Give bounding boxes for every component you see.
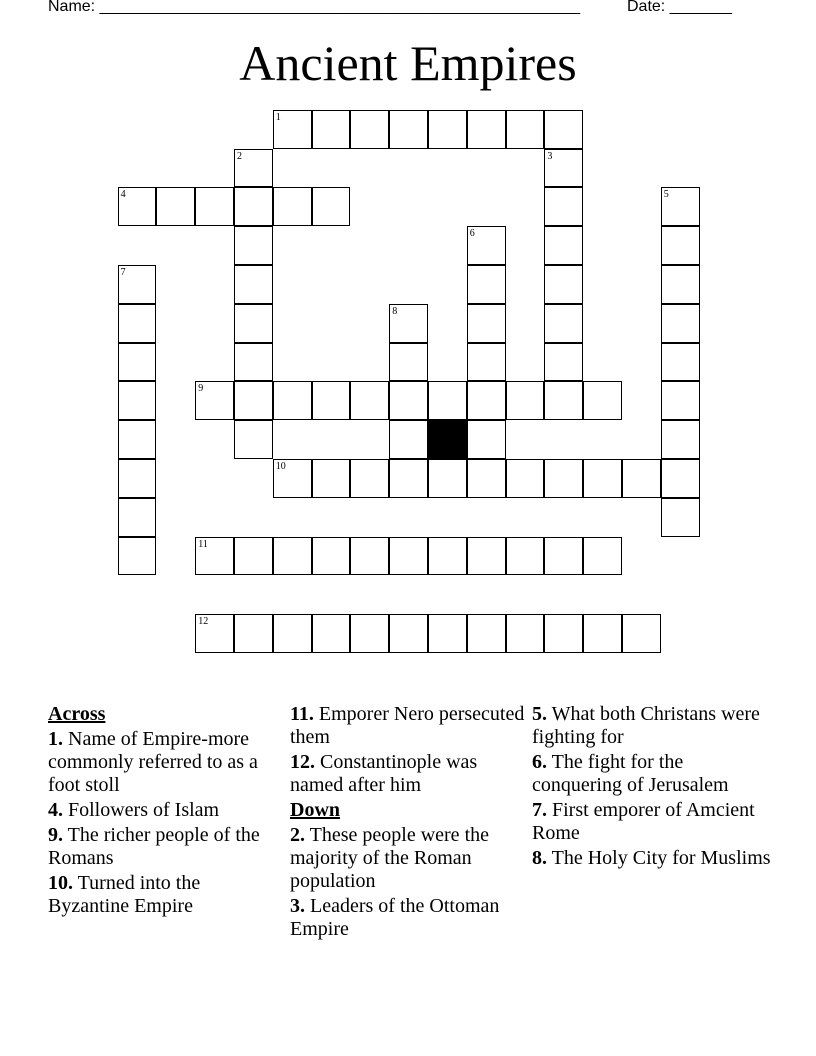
grid-cell[interactable] <box>234 343 273 382</box>
grid-cell[interactable] <box>118 498 157 537</box>
date-field: Date: _______ <box>627 0 732 15</box>
clues-column-3 <box>532 703 772 872</box>
grid-cell[interactable] <box>467 265 506 304</box>
clue-across-1: 1. Name of Empire-more commonly referred to as a foot stoll <box>48 728 258 796</box>
grid-cell[interactable] <box>156 187 195 226</box>
clue-number: 1 <box>275 111 281 123</box>
clue-across-4: 4. Followers of Islam <box>48 799 220 821</box>
grid-cell[interactable] <box>389 459 428 498</box>
grid-cell[interactable] <box>312 110 351 149</box>
grid-cell[interactable] <box>583 459 622 498</box>
grid-cell[interactable] <box>234 265 273 304</box>
clue-number: 10 <box>275 461 286 472</box>
grid-cell[interactable] <box>389 110 428 149</box>
clue-number: 2 <box>237 150 242 162</box>
grid-cell[interactable] <box>428 381 467 420</box>
grid-cell[interactable] <box>544 614 583 653</box>
grid-cell[interactable] <box>506 110 545 149</box>
clue-down-6: 6. The fight for the conquering of Jerusalem <box>532 751 729 796</box>
grid-cell[interactable] <box>544 537 583 576</box>
clue-down-7: 7. First emporer of Amcient Rome <box>532 799 755 844</box>
grid-cell[interactable] <box>389 420 428 459</box>
grid-cell[interactable] <box>428 459 467 498</box>
grid-cell[interactable] <box>467 420 506 459</box>
grid-cell[interactable] <box>312 187 351 226</box>
across-heading: Across <box>48 703 106 725</box>
grid-cell[interactable] <box>506 459 545 498</box>
grid-cell[interactable] <box>389 537 428 576</box>
grid-cell[interactable] <box>544 187 583 226</box>
name-field: Name: ______________________________________________________ <box>48 0 581 15</box>
grid-cell[interactable] <box>544 381 583 420</box>
grid-cell[interactable] <box>544 459 583 498</box>
grid-cell[interactable] <box>467 343 506 382</box>
clue-across-11: 11. Emporer Nero persecuted them <box>290 703 525 748</box>
grid-cell[interactable] <box>467 537 506 576</box>
grid-cell[interactable] <box>350 537 389 576</box>
clue-across-9: 9. The richer people of the Romans <box>48 824 260 869</box>
grid-cell[interactable] <box>273 614 312 653</box>
grid-cell[interactable] <box>389 381 428 420</box>
clue-down-3: 3. Leaders of the Ottoman Empire <box>290 895 500 940</box>
clue-across-10: 10. Turned into the Byzantine Empire <box>48 872 201 917</box>
grid-cell[interactable] <box>467 381 506 420</box>
clues-column-2 <box>290 703 526 943</box>
grid-cell[interactable] <box>622 459 661 498</box>
grid-cell[interactable] <box>234 381 273 420</box>
grid-cell[interactable] <box>118 537 157 576</box>
clue-down-2: 2. These people were the majority of the Roman population <box>290 824 489 892</box>
grid-cell[interactable] <box>661 381 700 420</box>
grid-cell[interactable] <box>118 343 157 382</box>
down-heading: Down <box>290 799 341 821</box>
clue-down-8: 8. The Holy City for Muslims <box>532 847 771 869</box>
grid-cell[interactable] <box>118 304 157 343</box>
grid-cell[interactable] <box>118 459 157 498</box>
grid-cell[interactable] <box>544 304 583 343</box>
grid-cell[interactable] <box>273 537 312 576</box>
blocked-cell <box>428 420 467 459</box>
grid-cell[interactable] <box>428 537 467 576</box>
grid-cell[interactable] <box>661 304 700 343</box>
grid-cell[interactable] <box>234 614 273 653</box>
grid-cell[interactable] <box>544 343 583 382</box>
grid-cell[interactable] <box>350 381 389 420</box>
grid-cell[interactable] <box>583 614 622 653</box>
grid-cell[interactable] <box>506 614 545 653</box>
grid-cell[interactable] <box>195 187 234 226</box>
clue-number: 5 <box>663 189 669 201</box>
grid-cell[interactable] <box>273 187 312 226</box>
grid-cell[interactable] <box>389 343 428 382</box>
grid-cell[interactable] <box>234 420 273 459</box>
grid-cell[interactable] <box>661 420 700 459</box>
grid-cell[interactable] <box>506 537 545 576</box>
grid-cell[interactable] <box>350 459 389 498</box>
clue-number: 9 <box>198 383 204 395</box>
grid-cell[interactable] <box>118 420 157 459</box>
grid-cell[interactable] <box>312 614 351 653</box>
grid-cell[interactable] <box>350 614 389 653</box>
clue-across-12: 12. Constantinople was named after him <box>290 751 478 796</box>
grid-cell[interactable] <box>234 537 273 576</box>
grid-cell[interactable] <box>544 265 583 304</box>
grid-cell[interactable] <box>544 110 583 149</box>
grid-cell[interactable] <box>428 614 467 653</box>
grid-cell[interactable] <box>234 187 273 226</box>
puzzle-title: Ancient Empires <box>239 35 577 91</box>
grid-cell[interactable] <box>467 459 506 498</box>
grid-cell[interactable] <box>583 381 622 420</box>
clue-number: 7 <box>120 267 126 278</box>
grid-cell[interactable] <box>467 614 506 653</box>
grid-cell[interactable] <box>389 614 428 653</box>
grid-cell[interactable] <box>312 537 351 576</box>
grid-cell[interactable] <box>661 265 700 304</box>
grid-cell[interactable] <box>312 381 351 420</box>
grid-cell[interactable] <box>118 381 157 420</box>
grid-cell[interactable] <box>428 110 467 149</box>
clue-number: 12 <box>198 616 209 628</box>
grid-cell[interactable] <box>661 459 700 498</box>
clue-number: 3 <box>547 150 553 162</box>
grid-cell[interactable] <box>234 226 273 265</box>
grid-cell[interactable] <box>467 110 506 149</box>
grid-cell[interactable] <box>234 304 273 343</box>
grid-cell[interactable] <box>273 381 312 420</box>
grid-cell[interactable] <box>661 343 700 382</box>
clues-column-1 <box>48 703 284 920</box>
grid-cell[interactable] <box>583 537 622 576</box>
grid-cell[interactable] <box>506 381 545 420</box>
grid-cell[interactable] <box>622 614 661 653</box>
grid-cell[interactable] <box>350 110 389 149</box>
clue-down-5: 5. What both Christans were fighting for <box>532 703 760 748</box>
clue-number: 6 <box>469 228 475 240</box>
grid-cell[interactable] <box>312 459 351 498</box>
clue-number: 8 <box>392 305 398 317</box>
grid-cell[interactable] <box>661 226 700 265</box>
clue-number: 11 <box>198 538 208 550</box>
grid-cell[interactable] <box>544 226 583 265</box>
clue-number: 4 <box>120 189 126 201</box>
grid-cell[interactable] <box>661 498 700 537</box>
grid-cell[interactable] <box>467 304 506 343</box>
